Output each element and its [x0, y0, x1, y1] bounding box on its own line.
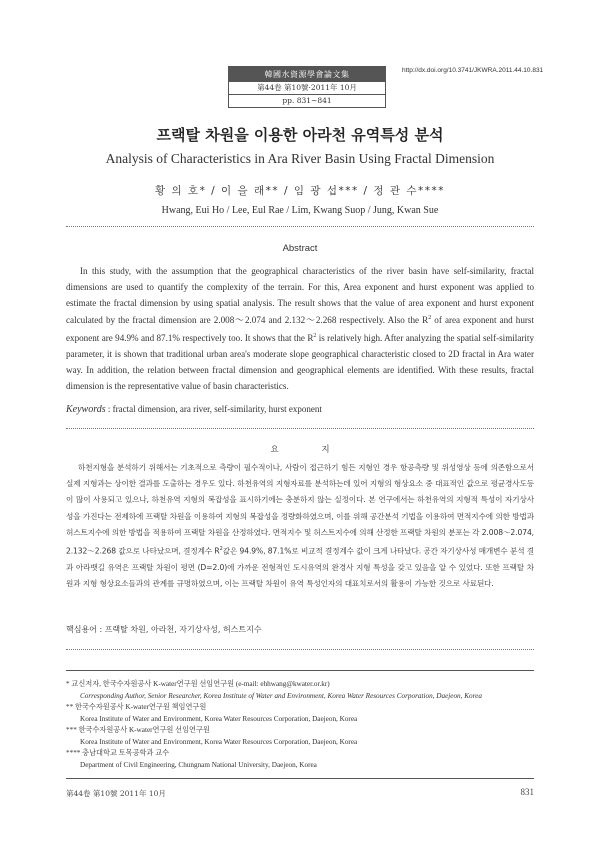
footnote-rule — [66, 670, 534, 671]
divider-dotted — [66, 226, 534, 227]
divider-dotted — [66, 428, 534, 429]
title-korean: 프랙탈 차원을 이용한 아라천 유역특성 분석 — [156, 126, 444, 144]
volume-issue: 第44卷 第10號·2011年 10月 — [229, 82, 385, 95]
abstract-heading: Abstract — [282, 243, 318, 254]
abstract-body — [66, 264, 534, 394]
journal-header-box — [228, 66, 386, 108]
footnote-line: Korea Institute of Water and Environment, Korea Water Resources Corporation, Daejeon, Korea — [80, 714, 358, 723]
abstract-text-2: of area exponent and hurst exponent are 94.9% and 87.1% respectively too. It shows that the R — [66, 315, 534, 344]
keywords-text: : fractal dimension, ara river, self-similarity, hurst exponent — [107, 404, 322, 414]
journal-name: 韓國水資源學會論文集 — [229, 67, 385, 82]
title-english: Analysis of Characteristics in Ara River Basin Using Fractal Dimension — [105, 151, 495, 166]
r-squared-sup: 2 — [313, 333, 317, 340]
footnote-line: * 교신저자, 한국수자원공사 K-water연구원 선임연구원 (e-mail: ehhwang@kwater.or.kr) — [66, 680, 330, 688]
korean-abstract-heading: 요 지 — [270, 445, 350, 455]
page-range: pp. 831~841 — [282, 96, 332, 105]
footnote-line: Department of Civil Engineering, Chungnam National University, Daejeon, Korea — [80, 760, 317, 769]
doi-link[interactable]: http://dx.doi.org/10.3741/JKWRA.2011.44.10.831 — [402, 67, 544, 74]
footer-rule — [66, 778, 534, 779]
divider-dotted — [66, 649, 534, 650]
footnote-line: ** 한국수자원공사 K-water연구원 책임연구원 — [66, 703, 207, 711]
r-squared-sup: 2 — [428, 315, 432, 322]
korean-abstract-text-2: 값은 94.9%, 87.1%로 비교적 결정계수 값이 크게 나타났다. 공간 자기상사성 매개변수 분석 결과 아라뱃길 유역은 프랙탈 차원이 평면 (D=2.0)에 가까운 전형적인 도시유역의 완경사 지형 특성을 갖고 있음을 알 수 있었다. 또한 프랙탈 차원과 지형 형상요소들과의 관계를 규명하였으며, 이는 프랙탈 차원이 유역 특성인자의 대표치로서의 활용이 가능한 것으로 사료된다. — [66, 546, 534, 588]
r-squared-sup: 2 — [219, 546, 223, 553]
abstract-text-3: is relatively high. After analyzing the spatial self-similarity parameter, it is shown that traditional urban area's moderate slope geographical characteristic closed to 2D fractal in Ara water way. In addition, the relation between fractal dimension and geographical elements are identified. With these results, fractal dimension is the representative value of basin characteristics. — [66, 333, 534, 391]
keywords-english — [66, 404, 322, 415]
korean-abstract-body — [66, 460, 534, 592]
keywords-label: Keywords — [66, 404, 106, 415]
footnote-line: **** 충남대학교 토목공학과 교수 — [66, 749, 170, 757]
keywords-korean: 핵심용어 : 프랙탈 차원, 아라천, 자기상사성, 허스트지수 — [66, 625, 262, 634]
footnotes — [66, 679, 546, 771]
footer-journal-issue: 第44卷 第10號 2011年 10月 — [66, 789, 166, 798]
authors-english: Hwang, Eui Ho / Lee, Eul Rae / Lim, Kwang Suop / Jung, Kwan Sue — [161, 205, 439, 216]
korean-abstract-text-1: 하천지형을 분석하기 위해서는 기초적으로 측량이 필수적이나, 사람이 접근하기 힘든 지형인 경우 항공측량 및 위성영상 등에 의존함으로서 실제 지형과는 상이한 결과를 도출하는 경우도 있다. 하천유역의 지형자료를 분석하는데 있어 지형의 형상요소 중 대표적인 값으로 평균경사도등이 많이 사용되고 있으나, 하천유역 지형의 복잡성을 표시하기에는 충분하지 않는 실정이다. 본 연구에서는 하천유역의 지형적 특성이 자기상사성을 가진다는 전제하에 프랙탈 차원을 이용하여 지형의 복잡성을 정량화하였으며, 이를 위해 공간분석 기법을 이용하여 면적지수에 의한 방법과 허스트지수에 의한 방법을 적용하여 프랙탈 차원을 산정하였다. 면적지수 및 허스트지수에 의해 산정한 프랙탈 차원의 분포는 각 2.008～2.074, 2.132～2.268 값으로 나타났으며, 결정계수 R — [66, 463, 534, 556]
footnote-line: Corresponding Author, Senior Researcher, Korea Institute of Water and Environment, Korea Water Resources Corporation, Daejeon, Korea — [80, 691, 482, 700]
authors-korean: 황 의 호* / 이 을 래** / 임 광 섭*** / 정 관 수**** — [154, 185, 446, 197]
page-number: 831 — [520, 787, 534, 797]
footnote-line: Korea Institute of Water and Environment, Korea Water Resources Corporation, Daejeon, Korea — [80, 737, 358, 746]
abstract-text-1: In this study, with the assumption that the geographical characteristics of the river basin have self-similarity, fractal dimensions are used to quantify the complexity of the terrain. For this, Area exponent and hurst exponent was applied to estimate the fractal dimension by using spatial analysis. The result shows that the value of area exponent and hurst exponent calculated by the fractal dimension are 2.008～2.074 and 2.132～2.268 respectively. Also the R — [66, 266, 534, 326]
footnote-line: *** 한국수자원공사 K-water연구원 선임연구원 — [66, 726, 210, 734]
